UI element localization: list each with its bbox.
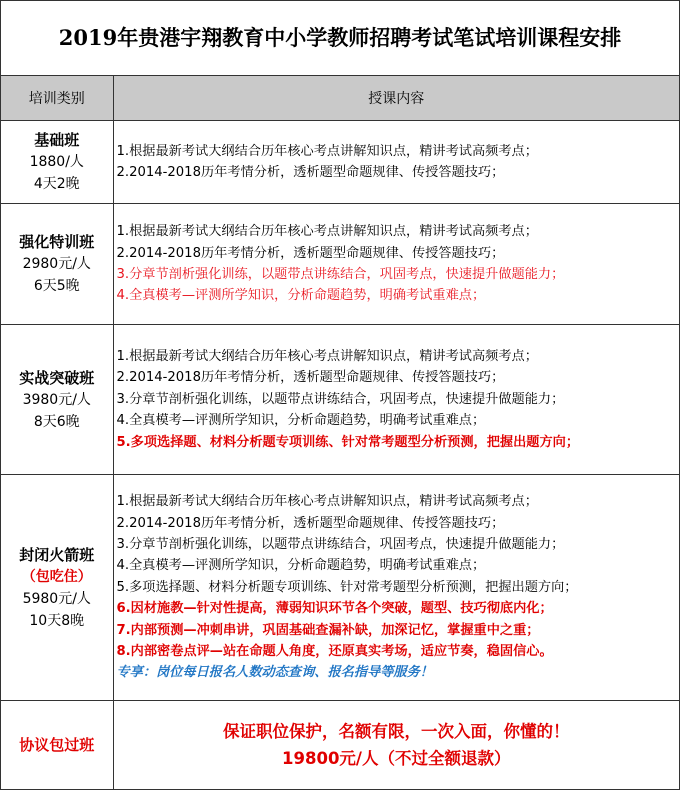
table-row-guarantee	[1, 701, 679, 789]
table-row-breakthrough	[1, 325, 679, 475]
category-cell	[1, 325, 113, 475]
content-line-highlight: 4.全真模考—评测所学知识，分析命题趋势，明确考试重难点；	[116, 288, 486, 304]
content-line: 3.分章节剖析强化训练，以题带点讲练结合，巩固考点，快速提升做题能力；	[116, 391, 565, 407]
content-line-bold: 8.内部密卷点评—站在命题人角度，还原真实考场，适应节奏，稳固信心。	[116, 644, 553, 660]
content-line: 2.2014-2018历年考情分析，透析题型命题规律、传授答题技巧；	[116, 245, 505, 261]
content-line-bold: 6.因材施教—针对性提高，薄弱知识环节各个突破，题型、技巧彻底内化；	[116, 601, 553, 617]
page-title: 2019年贵港宇翔教育中小学教师招聘考试笔试培训课程安排	[1, 1, 679, 76]
content-line: 4.全真模考—评测所学知识，分析命题趋势，明确考试重难点；	[116, 413, 486, 429]
course-name: 实战突破班	[19, 368, 95, 387]
guarantee-content-cell	[113, 701, 679, 789]
course-duration: 6天5晚	[33, 278, 80, 294]
content-line: 2.2014-2018历年考情分析，透析题型命题规律、传授答题技巧；	[116, 515, 505, 531]
course-duration: 4天2晚	[33, 176, 80, 192]
table-row-intensive	[1, 204, 679, 325]
table-row-rocket	[1, 475, 679, 701]
table-header-row	[1, 76, 679, 121]
content-cell	[113, 121, 679, 204]
course-note: （包吃住）	[21, 568, 92, 585]
table-row-basic	[1, 121, 679, 204]
content-cell	[113, 204, 679, 325]
course-price: 3980元/人	[22, 391, 91, 408]
content-line-highlight: 3.分章节剖析强化训练，以题带点讲练结合，巩固考点，快速提升做题能力；	[116, 267, 565, 282]
content-line: 1.根据最新考试大纲结合历年核心考点讲解知识点，精讲考试高频考点；	[116, 224, 538, 240]
course-name: 基础班	[34, 131, 80, 149]
course-duration: 8天6晚	[33, 413, 80, 430]
content-line-bold: 5.多项选择题、材料分析题专项训练、针对常考题型分析预测，把握出题方向；	[116, 434, 580, 450]
content-line: 1.根据最新考试大纲结合历年核心考点讲解知识点，精讲考试高频考点；	[116, 494, 538, 510]
content-line: 2.2014-2018历年考情分析，透析题型命题规律、传授答题技巧；	[116, 165, 505, 180]
content-line: 3.分章节剖析强化训练，以题带点讲练结合，巩固考点，快速提升做题能力；	[116, 536, 565, 552]
content-line: 4.全真模考—评测所学知识，分析命题趋势，明确考试重难点；	[116, 558, 486, 574]
course-duration: 10天8晚	[29, 612, 85, 629]
content-line: 1.根据最新考试大纲结合历年核心考点讲解知识点，精讲考试高频考点；	[116, 348, 538, 364]
content-line-bold: 7.内部预测—冲刺串讲，巩固基础查漏补缺，加深记忆，掌握重中之重；	[116, 622, 540, 638]
category-cell	[1, 204, 113, 325]
content-line: 2.2014-2018历年考情分析，透析题型命题规律、传授答题技巧；	[116, 370, 505, 386]
category-cell	[1, 121, 113, 204]
course-price: 2980元/人	[22, 256, 91, 272]
header-category: 培训类别	[1, 76, 113, 121]
content-cell	[113, 475, 679, 701]
course-price: 1880/人	[29, 154, 84, 170]
course-name: 强化特训班	[19, 233, 95, 251]
special-service-line: 专享：岗位每日报名人数动态查询、报名指导等服务！	[116, 665, 433, 681]
guarantee-price: 19800元/人（不过全额退款）	[282, 748, 511, 768]
guarantee-course-name: 协议包过班	[1, 701, 113, 789]
course-price: 5980元/人	[22, 590, 91, 607]
course-name: 封闭火箭班	[19, 545, 95, 564]
header-content: 授课内容	[113, 76, 679, 121]
content-line: 5.多项选择题、材料分析题专项训练、针对常考题型分析预测，把握出题方向；	[116, 579, 578, 595]
category-cell	[1, 475, 113, 701]
content-line: 1.根据最新考试大纲结合历年核心考点讲解知识点，精讲考试高频考点；	[116, 143, 538, 159]
course-table	[1, 76, 679, 789]
content-cell	[113, 325, 679, 475]
guarantee-line: 保证职位保护，名额有限，一次入面，你懂的！	[223, 721, 570, 741]
